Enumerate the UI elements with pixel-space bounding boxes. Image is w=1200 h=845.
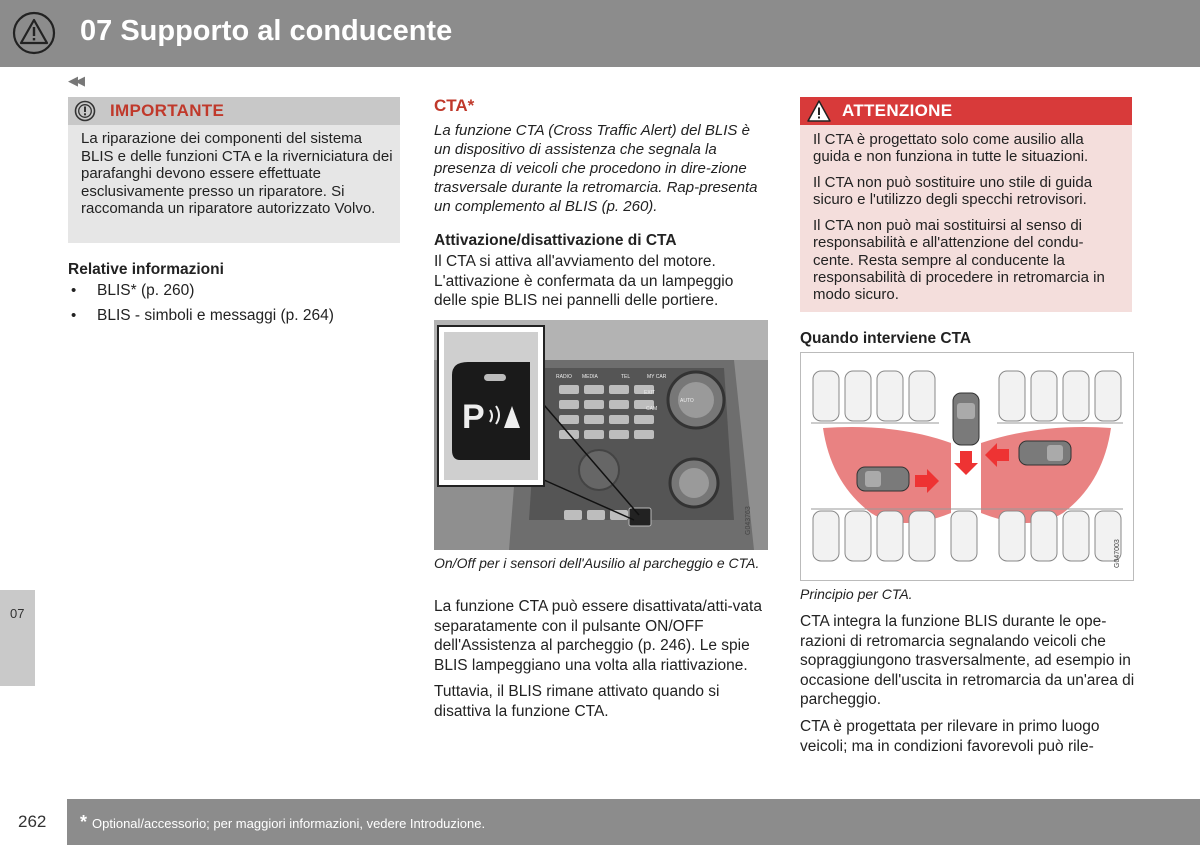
warning-title: ATTENZIONE bbox=[842, 101, 953, 120]
related-link-blis[interactable]: • BLIS* (p. 260) bbox=[68, 282, 334, 307]
warning-paragraph-1: Il CTA è progettato solo come ausilio alla guida e non funziona in tutte le situazioni. bbox=[813, 131, 1089, 166]
important-title: IMPORTANTE bbox=[110, 101, 225, 120]
important-body: La riparazione dei componenti del sistema BLIS e delle funzioni CTA e la riverniciatura dei parafanghi devono essere effettuate esclusivamente presso un riparatore. Si raccomanda un riparatore autorizzato Volvo. bbox=[81, 130, 393, 217]
photo-label-exit: EXIT bbox=[644, 390, 656, 396]
console-illustration bbox=[434, 320, 768, 550]
photo-code: G043763 bbox=[745, 506, 752, 535]
related-info-title: Relative informazioni bbox=[68, 261, 224, 278]
chapter-tab-label: 07 bbox=[10, 606, 25, 621]
cta-principle-diagram bbox=[800, 352, 1134, 581]
page-number: 262 bbox=[18, 812, 47, 831]
footnote-text: Optional/accessorio; per maggiori informazioni, vedere Introduzione. bbox=[92, 816, 486, 831]
warning-header bbox=[800, 97, 1132, 125]
related-link-blis-messages[interactable]: • BLIS - simboli e messaggi (p. 264) bbox=[68, 307, 334, 332]
photo-label-mycar: MY CAR bbox=[647, 374, 667, 380]
footnote-star: * bbox=[80, 812, 88, 832]
related-info-list bbox=[68, 282, 334, 332]
warning-box bbox=[800, 97, 1132, 312]
photo-label-tel: TEL bbox=[621, 374, 631, 380]
when-paragraph-1: CTA integra la funzione BLIS durante le ope-razioni di retromarcia segnalando veicoli che sopraggiungono trasversalmente, ad esempio in occasione dell'uscita in retromarcia da un'area di parcheggio. bbox=[800, 613, 1135, 708]
warning-icon bbox=[12, 11, 56, 55]
chapter-tab[interactable] bbox=[0, 590, 35, 686]
page-title: 07 Supporto al conducente bbox=[80, 15, 453, 47]
important-header bbox=[68, 97, 400, 125]
photo-label-auto: AUTO bbox=[680, 398, 694, 404]
photo-caption: On/Off per i sensori dell'Ausilio al parcheggio e CTA. bbox=[434, 555, 760, 571]
back-nav-icon[interactable]: ◀◀ bbox=[68, 73, 82, 88]
parking-p-icon: P bbox=[462, 398, 485, 436]
parking-diagram bbox=[801, 353, 1133, 580]
when-cta-heading: Quando interviene CTA bbox=[800, 330, 972, 347]
warning-paragraph-3: Il CTA non può mai sostituirsi al senso di responsabilità e all'attenzione del condu-cente. Resta sempre al conducente la responsabilità di procedere in retromarcia in modo sicuro. bbox=[813, 217, 1105, 304]
when-paragraph-2: CTA è progettata per rilevare in primo luogo veicoli; ma in condizioni favorevoli può rile- bbox=[800, 718, 1100, 755]
activation-heading: Attivazione/disattivazione di CTA bbox=[434, 232, 677, 249]
photo-label-radio: RADIO bbox=[556, 374, 572, 380]
cta-paragraph-2: Tuttavia, il BLIS rimane attivato quando si disattiva la funzione CTA. bbox=[434, 683, 720, 720]
photo-label-cam: CAM bbox=[646, 406, 658, 412]
important-box bbox=[68, 97, 400, 243]
cta-paragraph-1: La funzione CTA può essere disattivata/atti-vata separatamente con il pulsante ON/OFF dell'Assistenza al parcheggio (p. 246). Le spie BLIS lampeggiano una volta alla riattivazione. bbox=[434, 598, 762, 674]
diagram-caption: Principio per CTA. bbox=[800, 586, 913, 602]
warning-triangle-icon bbox=[806, 99, 832, 123]
photo-label-media: MEDIA bbox=[582, 374, 598, 380]
diagram-code: G047003 bbox=[1114, 539, 1121, 568]
warning-paragraph-2: Il CTA non può sostituire uno stile di guida sicuro e l'utilizzo degli specchi retrovisori. bbox=[813, 174, 1093, 209]
cta-intro-text: La funzione CTA (Cross Traffic Alert) del BLIS è un dispositivo di assistenza che segnala la presenza di veicoli che procedono in dire-zione trasversale durante la retromarcia. Rap-presenta un complemento al BLIS (p. 260). bbox=[434, 122, 758, 215]
cta-section-title: CTA* bbox=[434, 96, 475, 115]
exclamation-icon bbox=[74, 100, 96, 122]
activation-text: Il CTA si attiva all'avviamento del motore. L'attivazione è confermata da un lampeggio delle spie BLIS nei pannelli delle portiere. bbox=[434, 253, 734, 309]
console-photo bbox=[434, 320, 768, 550]
